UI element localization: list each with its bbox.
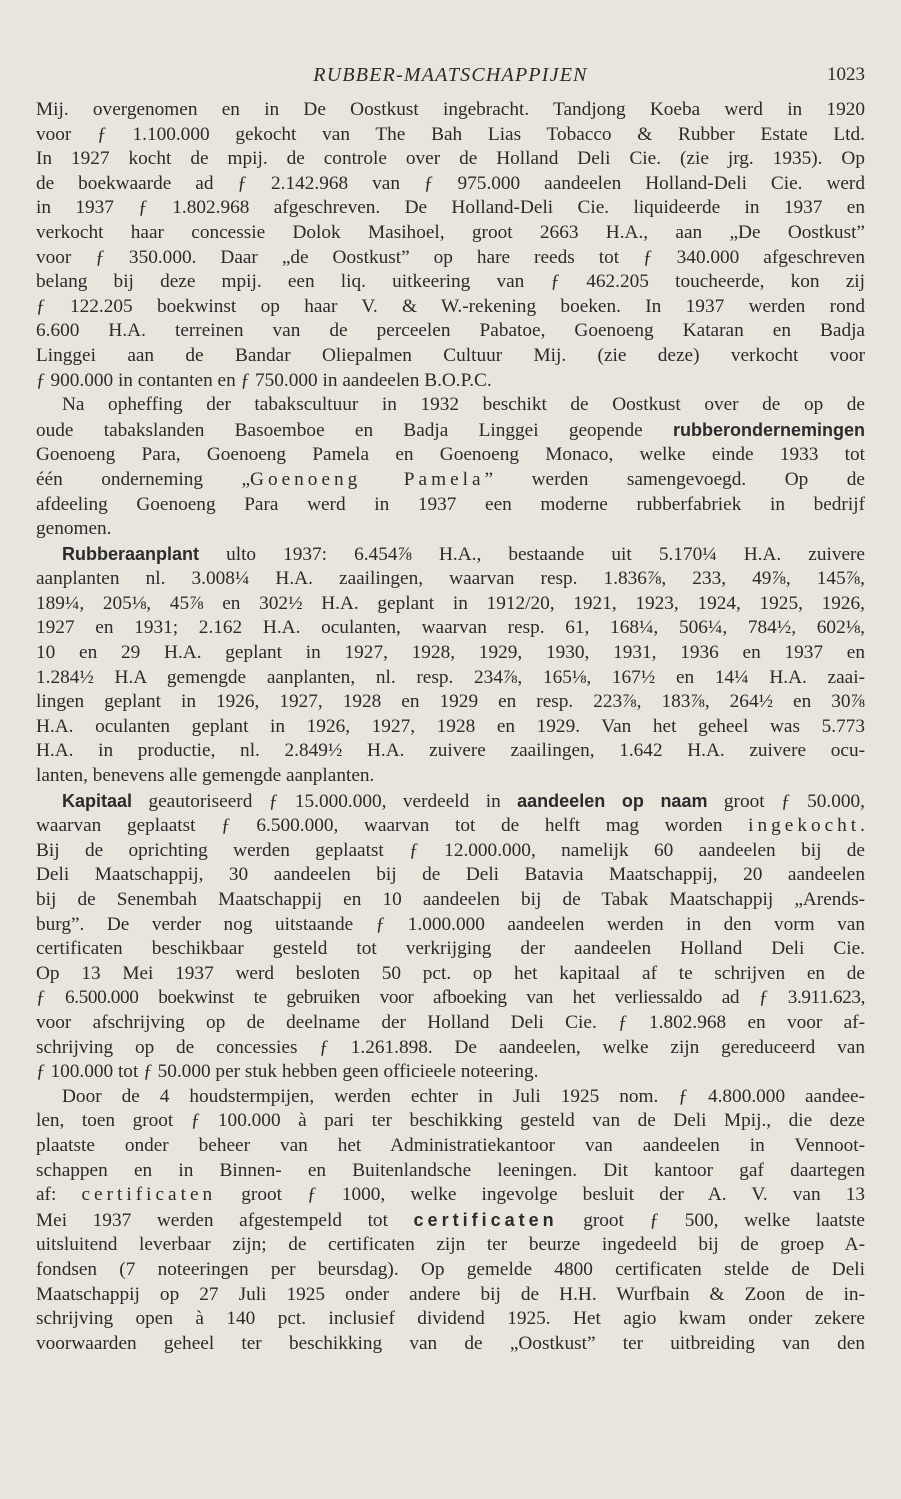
text-line: 189¼, 205⅛, 45⅞ en 302½ H.A. geplant in 1912/20, 1921, 1923, 1924, 1925, 1926, <box>36 592 865 614</box>
text-line: Door de 4 houdstermpijen, werden echter in Juli 1925 nom. ƒ 4.800.000 aandee- <box>62 1085 865 1107</box>
text-line: len, toen groot ƒ 100.000 à pari ter beschikking gesteld van de Deli Mpij., die deze <box>36 1110 865 1132</box>
text-line: Na opheffing der tabakscultuur in 1932 beschikt de Oostkust over de op de <box>62 394 865 416</box>
text-line: voor ƒ 1.100.000 gekocht van The Bah Lias Tobacco & Rubber Estate Ltd. <box>36 123 865 145</box>
text-line: ƒ 6.500.000 boekwinst te gebruiken voor afboeking van het verliessaldo ad ƒ 3.911.623, <box>36 987 865 1009</box>
text-span: waarvan geplaatst ƒ 6.500.000, waarvan tot de helft mag worden <box>36 815 749 837</box>
text-span: groot ƒ 50.000, <box>707 790 865 812</box>
text-line: verkocht haar concessie Dolok Masihoel, groot 2663 H.A., aan „De Oostkust” <box>36 221 865 243</box>
text-line: plaatste onder beheer van het Administratiekantoor van aandeelen in Vennoot- <box>36 1134 865 1156</box>
text-line: lanten, benevens alle gemengde aanplanten. <box>36 765 375 787</box>
text-line: genomen. <box>36 518 112 540</box>
text-line: bij de Senembah Maatschappij en 10 aandeelen bij de Tabak Maatschappij „Arends- <box>36 889 865 910</box>
running-header <box>36 60 865 90</box>
text-line: afdeeling Goenoeng Para werd in 1937 een moderne rubberfabriek in bedrijf <box>36 493 865 515</box>
spaced-term: Goenoeng Pamela <box>250 468 485 490</box>
text-span: ” werden samengevoegd. Op de <box>484 468 865 490</box>
text-line: Bij de oprichting werden geplaatst ƒ 12.000.000, namelijk 60 aandeelen bij de <box>36 839 865 861</box>
text-line: schappen en in Binnen- en Buitenlandsche leeningen. Dit kantoor gaf daartegen <box>36 1159 865 1181</box>
bold-term: rubberondernemingen <box>672 419 865 440</box>
text-line: 6.600 H.A. terreinen van de perceelen Pabatoe, Goenoeng Kataran en Badja <box>36 320 865 342</box>
text-line: In 1927 kocht de mpij. de controle over de Holland Deli Cie. (zie jrg. 1935). Op <box>36 148 865 170</box>
text-line: lingen geplant in 1926, 1927, 1928 en 1929 en resp. 223⅞, 183⅞, 264½ en 30⅞ <box>36 691 865 713</box>
text-span: geautoriseerd ƒ 15.000.000, verdeeld in <box>132 790 518 812</box>
bold-term: aandeelen op naam <box>517 790 708 811</box>
text-line: schrijving op de concessies ƒ 1.261.898. De aandeelen, welke zijn gereduceerd van <box>36 1036 865 1058</box>
bold-term: Kapitaal <box>62 790 133 811</box>
spaced-bold-term: certificaten <box>413 1209 558 1230</box>
text-span: af: <box>36 1184 82 1206</box>
text-line: fondsen (7 noteeringen per beursdag). Op gemelde 4800 certificaten stelde de Deli <box>36 1258 865 1280</box>
text-span: oude tabakslanden Basoemboe en Badja Linggei geopende <box>36 419 673 441</box>
text-line: in 1937 ƒ 1.802.968 afgeschreven. De Holland-Deli Cie. liquideerde in 1937 en <box>36 197 865 219</box>
text-span: groot ƒ 500, welke laatste <box>557 1209 865 1231</box>
text-line: voor ƒ 350.000. Daar „de Oostkust” op hare reeds tot ƒ 340.000 afgeschreven <box>36 246 865 268</box>
spaced-term: certificaten <box>81 1184 217 1206</box>
text-line: aanplanten nl. 3.008¼ H.A. zaailingen, waarvan resp. 1.836⅞, 233, 49⅞, 145⅞, <box>36 568 865 590</box>
text-line: Deli Maatschappij, 30 aandeelen bij de Deli Batavia Maatschappij, 20 aandeelen <box>36 864 865 886</box>
text-span: ulto 1937: 6.454⅞ H.A., bestaande uit 5.170¼ H.A. zuivere <box>199 543 865 565</box>
text-line: H.A. in productie, nl. 2.849½ H.A. zuivere zaailingen, 1.642 H.A. zuivere ocu- <box>36 740 865 762</box>
text-line <box>36 468 865 493</box>
text-line: burg”. De verder nog uitstaande ƒ 1.000.000 aandeelen werden in den vorm van <box>36 913 865 935</box>
text-line: Goenoeng Para, Goenoeng Pamela en Goenoeng Monaco, welke einde 1933 tot <box>36 444 865 466</box>
text-line: ƒ 900.000 in contanten en ƒ 750.000 in aandeelen B.O.P.C. <box>36 369 492 391</box>
bold-term: Rubberaanplant <box>62 543 200 564</box>
text-line: uitsluitend leverbaar zijn; de certificaten zijn ter beurze ingedeeld bij de groep A- <box>36 1234 865 1256</box>
text-line: 10 en 29 H.A. geplant in 1927, 1928, 1929, 1930, 1931, 1936 en 1937 en <box>36 642 865 664</box>
text-line: Maatschappij op 27 Juli 1925 onder andere bij de H.H. Wurfbain & Zoon de in- <box>36 1283 865 1305</box>
text-line: voor afschrijving op de deelname der Holland Deli Cie. ƒ 1.802.968 en voor af- <box>36 1011 865 1033</box>
body-text <box>36 98 865 1356</box>
text-line <box>36 542 865 568</box>
text-line <box>36 1208 865 1234</box>
text-line: Linggei aan de Bandar Oliepalmen Cultuur Mij. (zie deze) verkocht voor <box>36 344 865 366</box>
running-title: RUBBER-MAATSCHAPPIJEN <box>313 64 588 86</box>
text-line <box>36 789 865 815</box>
text-line: voorwaarden geheel ter beschikking van de „Oostkust” ter uitbreiding van den <box>36 1332 865 1354</box>
text-line: 1.284½ H.A gemengde aanplanten, nl. resp. 234⅞, 165⅛, 167½ en 14¼ H.A. zaai- <box>36 666 865 688</box>
text-line: H.A. oculanten geplant in 1926, 1927, 1928 en 1929. Van het geheel was 5.773 <box>36 715 865 737</box>
page-number: 1023 <box>827 64 865 85</box>
text-line: de boekwaarde ad ƒ 2.142.968 van ƒ 975.000 aandeelen Holland-Deli Cie. werd <box>36 172 865 194</box>
text-line: Op 13 Mei 1937 werd besloten 50 pct. op het kapitaal af te schrijven en de <box>36 962 865 984</box>
text-span: één onderneming „ <box>36 468 251 490</box>
text-line <box>36 1183 865 1208</box>
text-line: certificaten beschikbaar gesteld tot verkrijging der aandeelen Holland Deli Cie. <box>36 938 865 960</box>
text-line: Mij. overgenomen en in De Oostkust ingebracht. Tandjong Koeba werd in 1920 <box>36 99 865 120</box>
text-span: groot ƒ 1000, welke ingevolge besluit der A. V. van 13 <box>216 1184 865 1206</box>
text-line: ƒ 122.205 boekwinst op haar V. & W.-rekening boeken. In 1937 werden rond <box>36 295 865 317</box>
text-line <box>36 814 865 839</box>
text-line: 1927 en 1931; 2.162 H.A. oculanten, waarvan resp. 61, 168¼, 506¼, 784½, 602⅛, <box>36 617 865 639</box>
text-line <box>36 418 865 444</box>
text-line: ƒ 100.000 tot ƒ 50.000 per stuk hebben geen officieele noteering. <box>36 1061 539 1083</box>
spaced-term: ingekocht <box>748 815 861 837</box>
text-span: . <box>860 815 865 837</box>
text-line: belang bij deze mpij. een liq. uitkeering van ƒ 462.205 toucheerde, kon zij <box>36 271 865 293</box>
text-line: schrijving open à 140 pct. inclusief dividend 1925. Het agio kwam onder zekere <box>36 1308 865 1330</box>
text-span: Mei 1937 werden afgestempeld tot <box>36 1209 414 1231</box>
